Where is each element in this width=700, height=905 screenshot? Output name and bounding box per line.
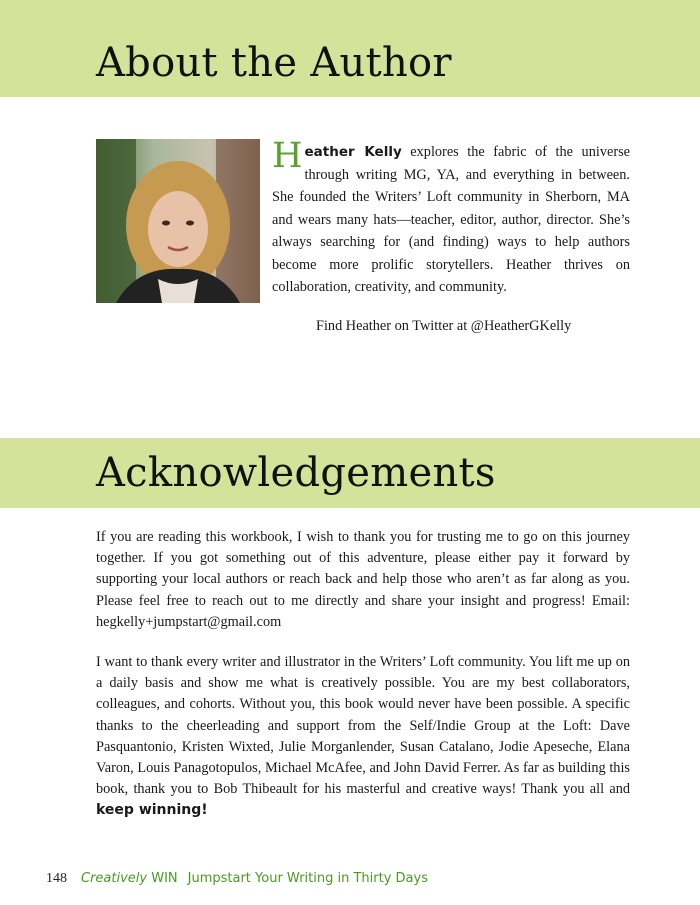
author-bio	[272, 136, 630, 299]
acknowledgements-heading: Acknowledgements	[96, 450, 496, 496]
author-photo	[96, 139, 260, 303]
page-number: 148	[46, 871, 67, 886]
page-footer	[46, 871, 428, 887]
paragraph-2-text: I want to thank every writer and illustrator in the Writers’ Loft community. You lift me up on a daily basis and show me what is creatively possible. You are my best collaborators, colleagues, and cohorts. Without you, this book would never have been possible. A specific thanks to the cheerleading and support from the Self/Indie Group at the Loft: Dave Pasquantonio, Kristen Wixted, Julie Morganlender, Susan Catalano, Jodie Apeseche, Elana Varon, Louis Panagotopulos, Michael McAfee, and John David Ferrer. As far as building this book, thank you to Bob Thibeault for his masterful and creative ways! Thank you all and	[96, 654, 630, 798]
footer-title-win: WIN	[147, 871, 178, 886]
keep-winning-emphasis: keep winning!	[96, 802, 208, 819]
author-portrait-image	[96, 139, 260, 303]
acknowledgements-paragraph-2	[96, 652, 630, 822]
section-band-acknowledgements	[0, 438, 700, 508]
footer-title-italic: Creatively	[81, 871, 148, 886]
about-heading: About the Author	[96, 40, 452, 86]
twitter-line: Find Heather on Twitter at @HeatherGKelly	[316, 318, 572, 334]
section-band-about	[0, 0, 700, 97]
bio-text: explores the fabric of the universe through writing MG, YA, and everything in between. She founded the Writers’ Loft community in Sherborn, MA and wears many hats—teacher, editor, author, director. She’s always searching for (and finding) ways to help authors become more prolific storytellers. Heather thrives on collaboration, creativity, and community.	[272, 144, 630, 295]
author-name: eather Kelly	[304, 144, 402, 160]
acknowledgements-paragraph-1: If you are reading this workbook, I wish to thank you for trusting me to go on this journey together. If you got something out of this adventure, please either pay it forward by supporting your local authors or reach back and help those who aren’t as far along as you. Please feel free to reach out to me directly and share your insight and progress! Email: hegkelly+jumpstart@gmail.com	[96, 529, 630, 630]
footer-subtitle: Jumpstart Your Writing in Thirty Days	[187, 871, 428, 886]
bio-dropcap: H	[272, 136, 303, 176]
